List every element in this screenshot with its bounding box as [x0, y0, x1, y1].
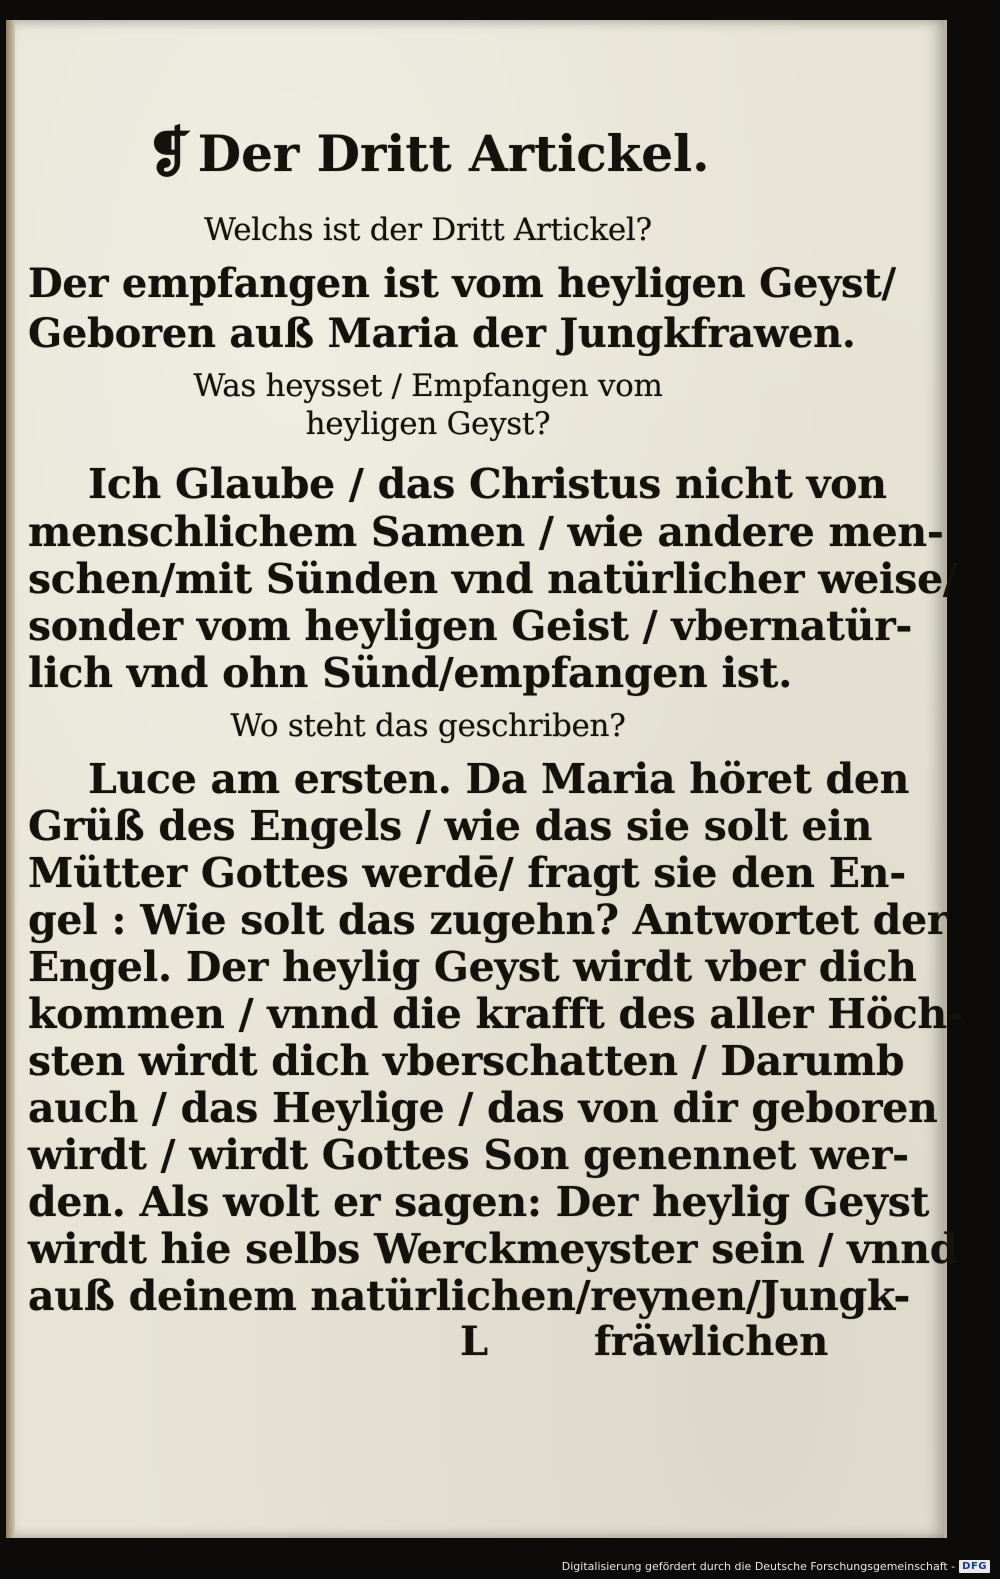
answer-line: sonder vom heyligen Geist / vbernatür-	[28, 602, 913, 650]
paragraph-mark-icon: ❡	[146, 120, 192, 184]
question-line: heyligen Geyst?	[305, 406, 551, 442]
question-line: Wo steht das geschriben?	[230, 708, 626, 744]
question-line: Was heysset / Empfangen vom	[193, 368, 663, 404]
answer-line: den. Als wolt er sagen: Der heylig Geyst	[28, 1178, 930, 1226]
answer-line: auch / das Heylige / das von dir geboren	[28, 1084, 938, 1132]
answer-line: menschlichem Samen / wie andere men-	[28, 508, 944, 556]
answer-line: schen/mit Sünden vnd natürlicher weise/	[28, 555, 958, 603]
answer-line: wirdt / wirdt Gottes Son genennet wer-	[28, 1131, 909, 1179]
answer-line: Ich Glaube / das Christus nicht von	[88, 460, 887, 508]
answer-line: lich vnd ohn Sünd/empfangen ist.	[28, 649, 793, 697]
answer-line: Mütter Gottes werdē/ fragt sie den En-	[28, 849, 906, 897]
footer-credit: Digitalisierung gefördert durch die Deutsche Forschungsgemeinschaft -	[561, 1560, 956, 1573]
verse-line: Geboren auß Maria der Jungkfrawen.	[28, 310, 856, 357]
article-heading	[28, 120, 828, 184]
catchword: fräwlichen	[594, 1318, 828, 1365]
verse-line: Der empfangen ist vom heyligen Geyst/	[28, 260, 896, 307]
answer-line: kommen / vnnd die krafft des aller Höch-	[28, 990, 964, 1038]
dfg-logo: DFG	[959, 1560, 990, 1573]
answer-line: Luce am ersten. Da Maria höret den	[88, 755, 910, 803]
answer-line: Grüß des Engels / wie das sie solt ein	[28, 802, 873, 850]
book-page	[6, 20, 964, 1538]
page-binding-edge	[6, 20, 15, 1538]
answer-line: sten wirdt dich vberschatten / Darumb	[28, 1037, 905, 1085]
answer-line: Engel. Der heylig Geyst wirdt vber dich	[28, 943, 917, 991]
answer-line: wirdt hie selbs Werckmeyster sein / vnnd	[28, 1225, 959, 1273]
page-text	[28, 20, 964, 1538]
heading-text: Der Dritt Artickel.	[197, 124, 710, 183]
digitization-footer	[562, 1560, 990, 1573]
signature-mark: L	[460, 1318, 488, 1365]
answer-line: auß deinem natürlichen/reynen/Jungk-	[28, 1272, 911, 1320]
question-line: Welchs ist der Dritt Artickel?	[204, 212, 652, 248]
answer-line: gel : Wie solt das zugehn? Antwortet der	[28, 896, 949, 944]
